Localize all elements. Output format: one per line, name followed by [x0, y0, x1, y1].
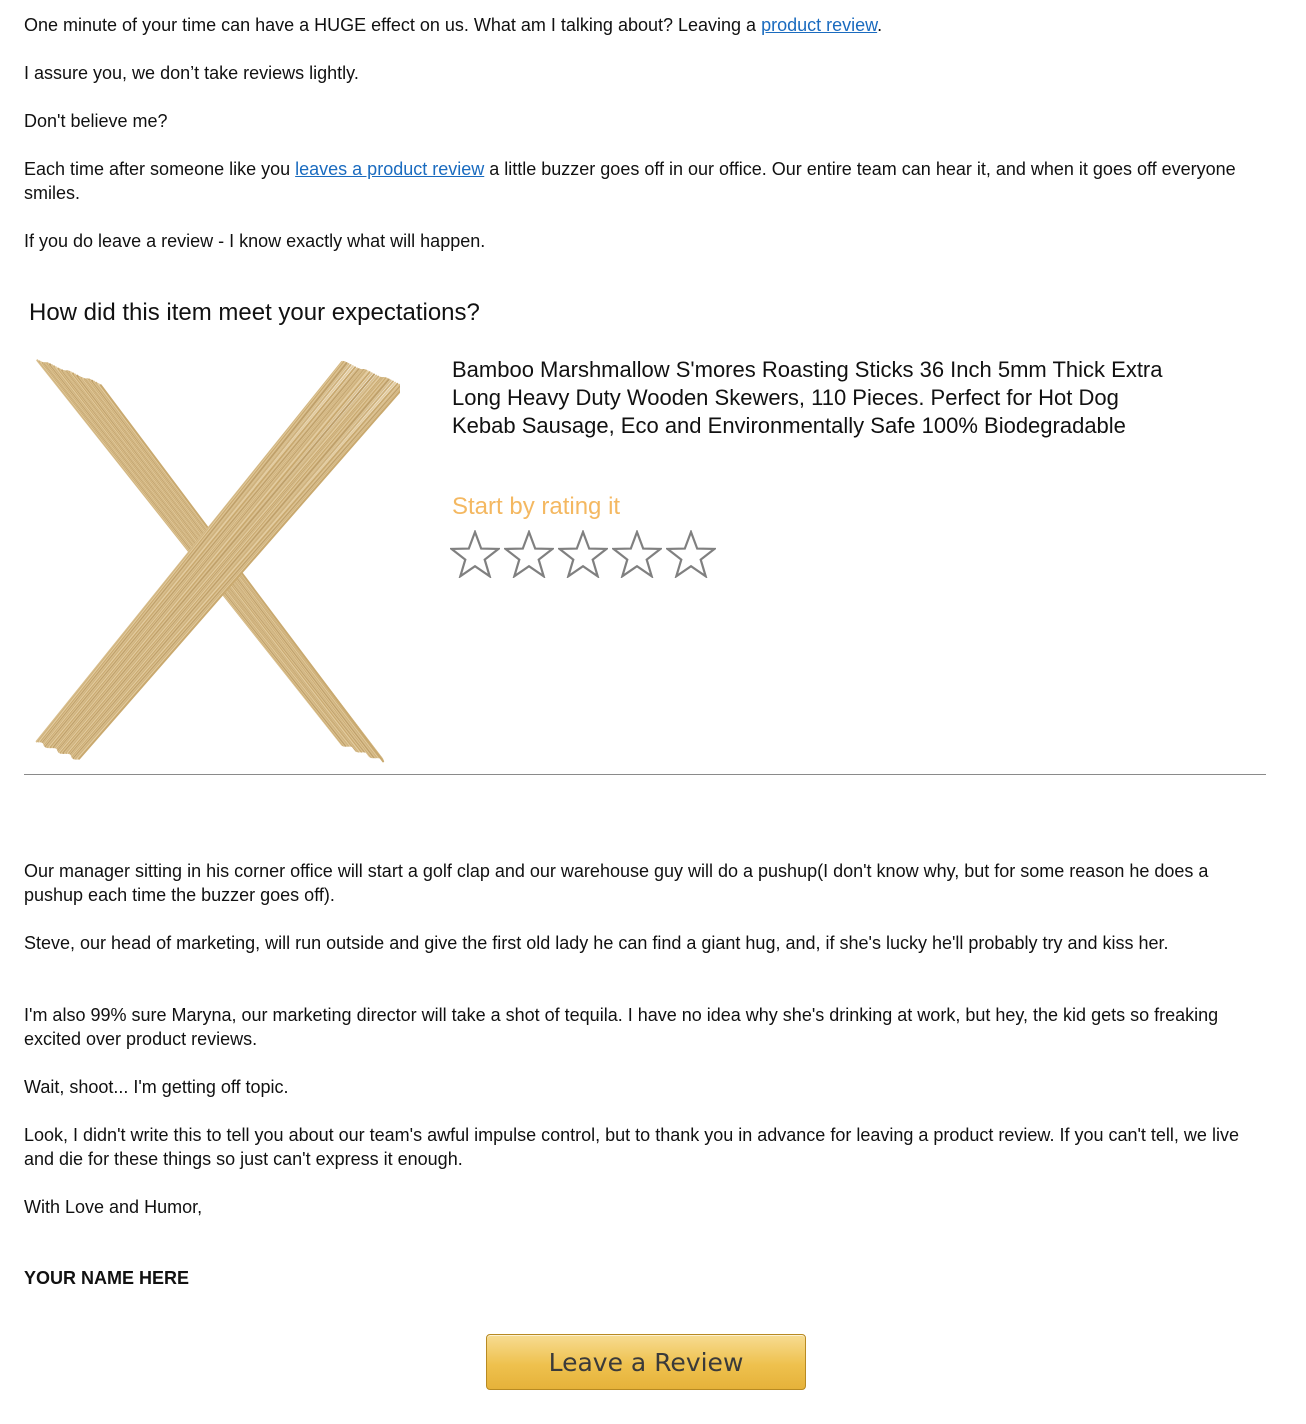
story-paragraph-1: Our manager sitting in his corner office will start a golf clap and our warehouse guy will do a pushup(I don't know why, but for some reason he does a pushup each time the buzzer goes off).: [24, 861, 1209, 905]
star-2-icon[interactable]: [504, 530, 554, 578]
intro-text: One minute of your time can have a HUGE effect on us. What am I talking about? Leaving a: [24, 15, 762, 35]
bamboo-skewers-image[interactable]: [28, 352, 400, 768]
intro-paragraph-1: [24, 13, 1264, 37]
review-heading: How did this item meet your expectations?: [29, 299, 480, 326]
intro-text-end: .: [877, 15, 883, 35]
story-paragraph-2: Steve, our head of marketing, will run outside and give the first old lady he can find a giant hug, and, if she's lucky he'll probably try and kiss her.: [24, 933, 1169, 953]
closing-line: With Love and Humor,: [24, 1197, 203, 1217]
story-paragraph-4: Wait, shoot... I'm getting off topic.: [24, 1077, 289, 1097]
product-review-link[interactable]: product review: [761, 15, 878, 35]
intro-paragraph-3: Don't believe me?: [24, 111, 168, 131]
intro-paragraph-2: I assure you, we don’t take reviews lightly.: [24, 63, 359, 83]
product-title[interactable]: Bamboo Marshmallow S'mores Roasting Sticks 36 Inch 5mm Thick Extra Long Heavy Duty Wooden Skewers, 110 Pieces. Perfect for Hot Dog Kebab Sausage, Eco and Environmentally Safe 100% Biodegradable: [452, 357, 1163, 438]
star-3-icon[interactable]: [558, 530, 608, 578]
signature: YOUR NAME HERE: [24, 1268, 190, 1288]
leaves-product-review-link[interactable]: leaves a product review: [295, 159, 485, 179]
intro-paragraph-5: If you do leave a review - I know exactly what will happen.: [24, 231, 486, 251]
star-5-icon[interactable]: [666, 530, 716, 578]
leave-review-button[interactable]: Leave a Review: [486, 1334, 806, 1390]
star-4-icon[interactable]: [612, 530, 662, 578]
rate-label: Start by rating it: [452, 493, 621, 520]
star-1-icon[interactable]: [450, 530, 500, 578]
story-paragraph-3: I'm also 99% sure Maryna, our marketing director will take a shot of tequila. I have no idea why she's drinking at work, but hey, the kid gets so freaking excited over product reviews.: [24, 1005, 1219, 1049]
intro-text: Each time after someone like you: [24, 159, 296, 179]
intro-text-end: a little buzzer goes off in our office. Our entire team can hear it, and when it goes off everyone smiles.: [24, 159, 1236, 203]
section-divider: [24, 774, 1266, 775]
story-paragraph-5: Look, I didn't write this to tell you about our team's awful impulse control, but to thank you in advance for leaving a product review. If you can't tell, we live and die for these things so just can't express it enough.: [24, 1125, 1239, 1169]
star-rating: [450, 530, 716, 578]
intro-paragraph-4: [24, 157, 1264, 205]
